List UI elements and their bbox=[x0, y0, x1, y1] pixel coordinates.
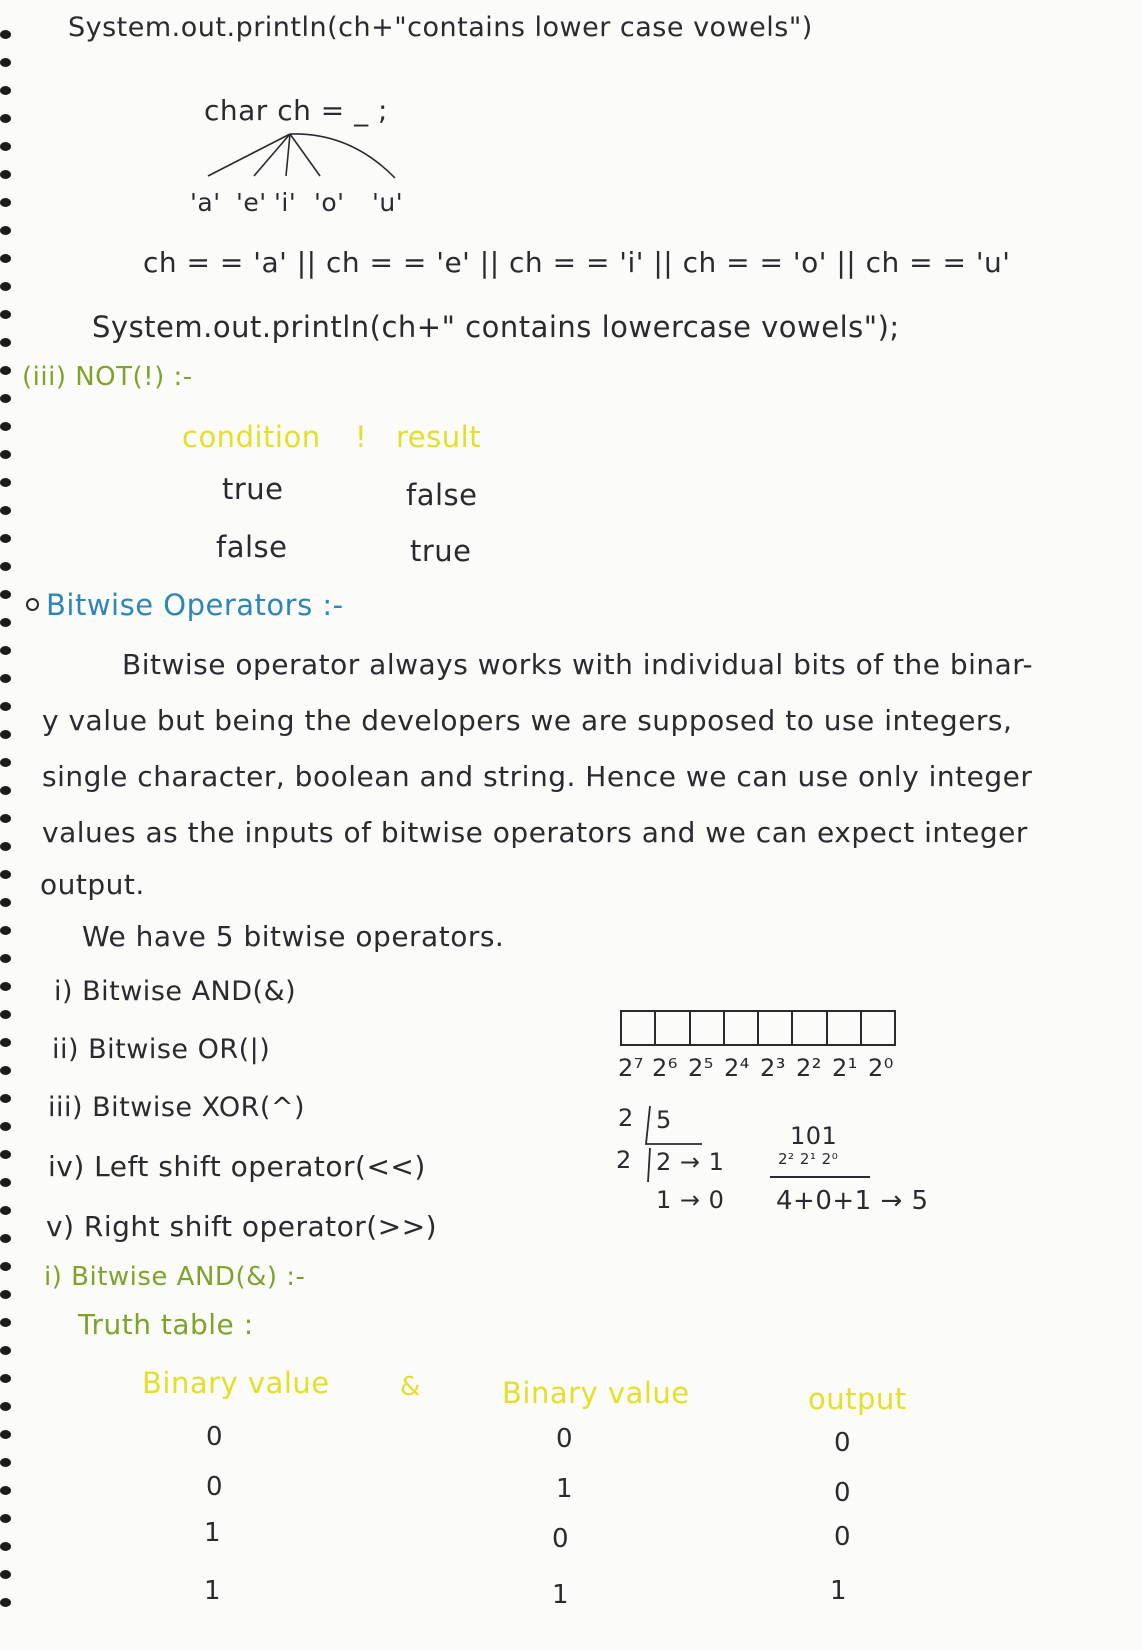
binding-dot bbox=[0, 758, 11, 767]
binding-dot bbox=[0, 1346, 11, 1355]
binding-dot bbox=[0, 814, 11, 823]
bit-box bbox=[828, 1012, 862, 1044]
truth-header-output: output bbox=[808, 1382, 907, 1416]
bit-place-2: 2² bbox=[796, 1054, 822, 1082]
binding-dot bbox=[0, 674, 11, 683]
bit-place-7: 2⁷ bbox=[618, 1054, 644, 1082]
truth-row4-out: 1 bbox=[830, 1576, 848, 1606]
bit-box bbox=[793, 1012, 827, 1044]
binding-dot bbox=[0, 310, 11, 319]
binding-dot bbox=[0, 590, 11, 599]
binding-dot bbox=[0, 534, 11, 543]
binding-dot bbox=[0, 30, 11, 39]
truth-row1-b: 0 bbox=[556, 1424, 574, 1454]
println-line-1: System.out.println(ch+"contains lower case vowels") bbox=[68, 12, 813, 43]
truth-row1-a: 0 bbox=[206, 1422, 224, 1452]
binding-dot bbox=[0, 926, 11, 935]
binding-dot bbox=[0, 646, 11, 655]
vowel-o: 'o' bbox=[314, 188, 345, 217]
vowel-i: 'i' bbox=[274, 188, 297, 217]
binding-dot bbox=[0, 1066, 11, 1075]
vowel-condition: ch = = 'a' || ch = = 'e' || ch = = 'i' || ch = = 'o' || ch = = 'u' bbox=[143, 246, 1011, 279]
binding-dot bbox=[0, 1010, 11, 1019]
truth-header-binary-1: Binary value bbox=[142, 1366, 330, 1400]
truth-row2-b: 1 bbox=[556, 1474, 574, 1504]
binding-dot bbox=[0, 142, 11, 151]
bitwise-heading: Bitwise Operators :- bbox=[46, 588, 344, 622]
not-row2-condition: false bbox=[216, 530, 288, 564]
truth-header-operator: & bbox=[400, 1372, 421, 1402]
binding-dot bbox=[0, 1290, 11, 1299]
binding-dot bbox=[0, 702, 11, 711]
binding-dot bbox=[0, 282, 11, 291]
binding-dot bbox=[0, 1402, 11, 1411]
paragraph-line-1: Bitwise operator always works with individual bits of the binar- bbox=[122, 648, 1034, 681]
operator-left-shift: iv) Left shift operator(<<) bbox=[48, 1150, 426, 1183]
binding-dot bbox=[0, 1598, 11, 1607]
not-header-result: result bbox=[396, 420, 482, 454]
binding-dot bbox=[0, 114, 11, 123]
and-heading: i) Bitwise AND(&) :- bbox=[44, 1262, 306, 1292]
println-line-2: System.out.println(ch+" contains lowercase vowels"); bbox=[92, 310, 900, 344]
vowel-a: 'a' bbox=[190, 188, 221, 217]
binding-dot bbox=[0, 1150, 11, 1159]
truth-row1-out: 0 bbox=[834, 1428, 852, 1458]
paragraph-line-4: values as the inputs of bitwise operators and we can expect integer bbox=[42, 816, 1028, 849]
truth-row3-out: 0 bbox=[834, 1522, 852, 1552]
bit-box bbox=[725, 1012, 759, 1044]
operator-or: ii) Bitwise OR(|) bbox=[52, 1034, 271, 1065]
binary-powers: 2² 2¹ 2⁰ bbox=[778, 1150, 839, 1168]
binding-dot bbox=[0, 1122, 11, 1131]
binding-dot bbox=[0, 730, 11, 739]
binding-dot bbox=[0, 618, 11, 627]
truth-table-label: Truth table : bbox=[78, 1308, 254, 1341]
vowel-e: 'e' bbox=[236, 188, 267, 217]
sum-rule bbox=[770, 1176, 870, 1178]
vowel-arrows-diagram bbox=[190, 128, 420, 188]
binding-dot bbox=[0, 1458, 11, 1467]
binding-dot bbox=[0, 1430, 11, 1439]
binding-dot bbox=[0, 422, 11, 431]
not-row1-result: false bbox=[406, 478, 478, 512]
truth-row3-a: 1 bbox=[204, 1518, 222, 1548]
binding-dot bbox=[0, 870, 11, 879]
bit-place-6: 2⁶ bbox=[652, 1054, 678, 1082]
not-row2-result: true bbox=[410, 534, 472, 568]
bit-place-5: 2⁵ bbox=[688, 1054, 714, 1082]
binding-dot bbox=[0, 562, 11, 571]
truth-row3-b: 0 bbox=[552, 1524, 570, 1554]
bit-place-3: 2³ bbox=[760, 1054, 786, 1082]
binding-dot bbox=[0, 1374, 11, 1383]
bit-box bbox=[759, 1012, 793, 1044]
operator-right-shift: v) Right shift operator(>>) bbox=[46, 1210, 438, 1243]
divisor-1: 2 bbox=[618, 1104, 634, 1132]
binding-dot bbox=[0, 1318, 11, 1327]
binding-dot bbox=[0, 898, 11, 907]
binding-dot bbox=[0, 170, 11, 179]
operator-xor: iii) Bitwise XOR(^) bbox=[48, 1092, 306, 1123]
binding-dot bbox=[0, 954, 11, 963]
not-header-condition: condition bbox=[182, 420, 321, 454]
bit-box bbox=[862, 1012, 894, 1044]
binding-dot bbox=[0, 1542, 11, 1551]
division-step-3: 1 → 0 bbox=[656, 1186, 725, 1214]
paragraph-line-3: single character, boolean and string. Hence we can use only integer bbox=[42, 760, 1033, 793]
binding-dot bbox=[0, 366, 11, 375]
bullet-icon bbox=[26, 598, 39, 611]
division-bracket bbox=[642, 1104, 732, 1184]
paragraph-line-2: y value but being the developers we are supposed to use integers, bbox=[42, 704, 1013, 737]
binding-dot bbox=[0, 198, 11, 207]
not-heading: (iii) NOT(!) :- bbox=[22, 362, 193, 392]
binding-dot bbox=[0, 1262, 11, 1271]
operator-and: i) Bitwise AND(&) bbox=[54, 976, 297, 1007]
binding-dot bbox=[0, 1038, 11, 1047]
not-header-operator: ! bbox=[355, 420, 368, 454]
truth-header-binary-2: Binary value bbox=[502, 1376, 690, 1410]
binary-sum: 4+0+1 → 5 bbox=[776, 1186, 929, 1216]
binding-dot bbox=[0, 1234, 11, 1243]
binding-dot bbox=[0, 58, 11, 67]
truth-row4-a: 1 bbox=[204, 1576, 222, 1606]
spiral-binding bbox=[0, 30, 16, 1630]
bit-place-4: 2⁴ bbox=[724, 1054, 750, 1082]
binding-dot bbox=[0, 1094, 11, 1103]
dividend: 5 bbox=[656, 1106, 672, 1134]
not-row1-condition: true bbox=[222, 472, 284, 506]
truth-row4-b: 1 bbox=[552, 1580, 570, 1610]
truth-row2-out: 0 bbox=[834, 1478, 852, 1508]
truth-row2-a: 0 bbox=[206, 1472, 224, 1502]
binding-dot bbox=[0, 842, 11, 851]
bit-box bbox=[691, 1012, 725, 1044]
binding-dot bbox=[0, 478, 11, 487]
bit-box bbox=[622, 1012, 656, 1044]
division-step-2: 2 → 1 bbox=[656, 1148, 725, 1176]
bit-box bbox=[656, 1012, 690, 1044]
bit-place-1: 2¹ bbox=[832, 1054, 858, 1082]
bit-boxes bbox=[620, 1010, 896, 1046]
paragraph-line-5: output. bbox=[40, 868, 145, 901]
vowel-u: 'u' bbox=[372, 188, 404, 217]
divisor-2: 2 bbox=[616, 1146, 632, 1174]
binary-result: 101 bbox=[790, 1122, 838, 1150]
binding-dot bbox=[0, 506, 11, 515]
binding-dot bbox=[0, 226, 11, 235]
binding-dot bbox=[0, 338, 11, 347]
binding-dot bbox=[0, 1178, 11, 1187]
binding-dot bbox=[0, 450, 11, 459]
binding-dot bbox=[0, 254, 11, 263]
binding-dot bbox=[0, 1486, 11, 1495]
binding-dot bbox=[0, 786, 11, 795]
binding-dot bbox=[0, 982, 11, 991]
binding-dot bbox=[0, 1206, 11, 1215]
binding-dot bbox=[0, 394, 11, 403]
operators-intro: We have 5 bitwise operators. bbox=[82, 920, 505, 953]
binding-dot bbox=[0, 1570, 11, 1579]
binding-dot bbox=[0, 86, 11, 95]
binding-dot bbox=[0, 1514, 11, 1523]
bit-place-0: 2⁰ bbox=[868, 1054, 894, 1082]
char-declaration: char ch = _ ; bbox=[204, 94, 388, 127]
